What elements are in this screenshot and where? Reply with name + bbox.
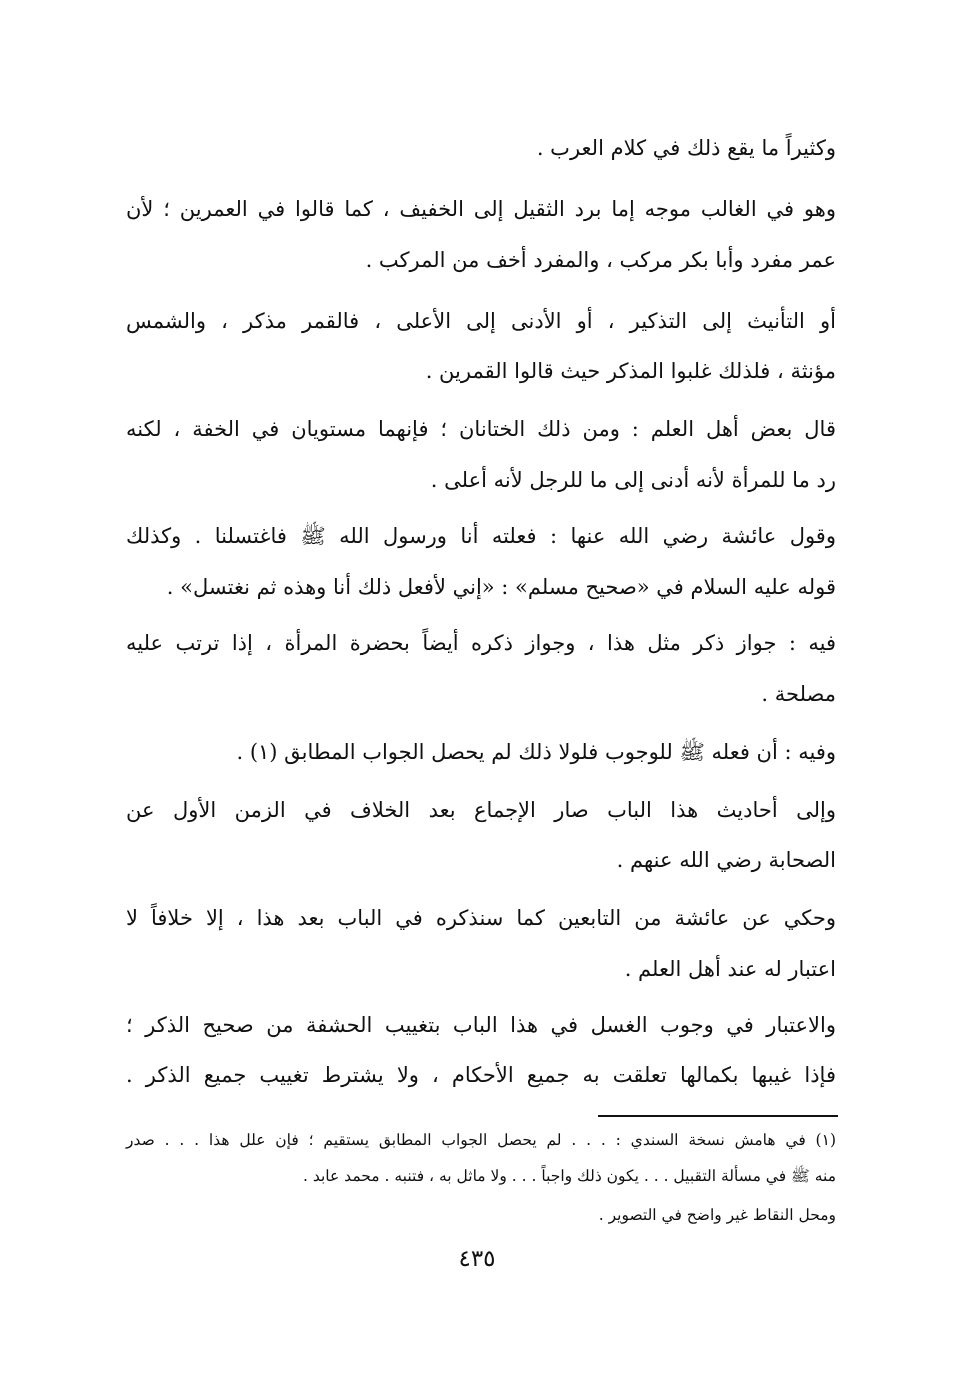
paragraph-line: أو التأنيث إلى التذكير ، أو الأدنى إلى الأعلى ، فالقمر مذكر ، والشمس [126, 309, 836, 333]
paragraph-line: وكثيراً ما يقع ذلك في كلام العرب . [536, 136, 836, 160]
paragraph-line: عمر مفرد وأبا بكر مركب ، والمفرد أخف من المركب . [365, 248, 836, 272]
paragraph-line: مصلحة . [761, 682, 836, 706]
paragraph-line: وقول عائشة رضي الله عنها : فعلته أنا ورسول الله ﷺ فاغتسلنا . وكذلك [126, 524, 836, 548]
paragraph-line: فإذا غيبها بكمالها تعلقت به جميع الأحكام ، ولا يشترط تغييب جميع الذكر . [126, 1063, 836, 1087]
paragraph-line: فيه : جواز ذكر مثل هذا ، وجواز ذكره أيضاً بحضرة المرأة ، إذا ترتب عليه [126, 631, 836, 655]
paragraph-line: وفيه : أن فعله ﷺ للوجوب فلولا ذلك لم يحصل الجواب المطابق (١) . [236, 740, 836, 764]
paragraph-line: وهو في الغالب موجه إما برد الثقيل إلى الخفيف ، كما قالوا في العمرين ؛ لأن [126, 197, 836, 221]
paragraph-line: والاعتبار في وجوب الغسل في هذا الباب بتغييب الحشفة من صحيح الذكر ؛ [126, 1013, 836, 1037]
page-number: ٤٣٥ [458, 1246, 496, 1272]
paragraph-line: قال بعض أهل العلم : ومن ذلك الختانان ؛ فإنهما مستويان في الخفة ، لكنه [126, 417, 836, 441]
footnote-line: (١) في هامش نسخة السندي : . . . لم يحصل الجواب المطابق يستقيم ؛ فإن علل هذا . . . صدر [126, 1131, 836, 1149]
paragraph-line: الصحابة رضي الله عنهم . [616, 848, 836, 872]
paragraph-line: اعتبار له عند أهل العلم . [624, 957, 836, 981]
paragraph-line: مؤنثة ، فلذلك غلبوا المذكر حيث قالوا القمرين . [425, 359, 836, 383]
footnote-separator [598, 1115, 838, 1117]
paragraph-line: رد ما للمرأة لأنه أدنى إلى ما للرجل لأنه أعلى . [430, 468, 836, 492]
footnote-line: منه ﷺ في مسألة التقبيل . . . يكون ذلك واجباً . . . ولا ماثل به ، فتنبه . محمد عابد . [302, 1167, 836, 1185]
paragraph-line: وإلى أحاديث هذا الباب صار الإجماع بعد الخلاف في الزمن الأول عن [126, 798, 836, 822]
paragraph-line: وحكي عن عائشة من التابعين كما سنذكره في الباب بعد هذا ، إلا خلافاً لا [126, 906, 836, 930]
paragraph-line: قوله عليه السلام في «صحيح مسلم» : «إني لأفعل ذلك أنا وهذه ثم نغتسل» . [166, 575, 836, 599]
footnote-line: ومحل النقاط غير واضح في التصوير . [598, 1206, 836, 1224]
